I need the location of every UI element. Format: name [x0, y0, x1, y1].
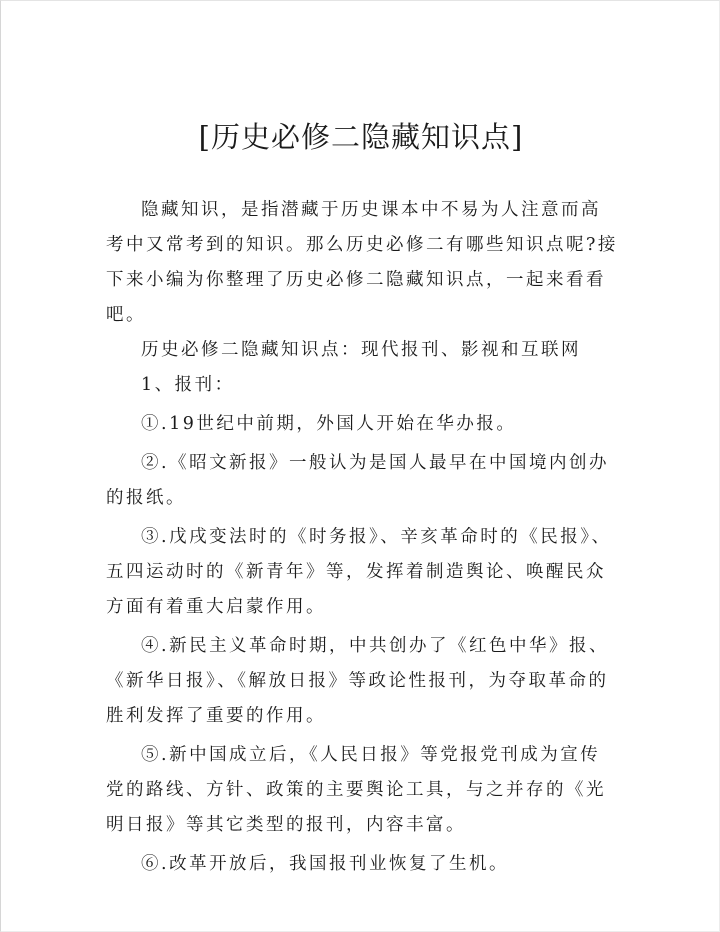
list-item: ③.戊戌变法时的《时务报》、辛亥革命时的《民报》、五四运动时的《新青年》等，发挥着制造舆论、唤醒民众方面有着重大启蒙作用。: [106, 527, 612, 617]
list-item: ⑤.新中国成立后，《人民日报》等党报党刊成为宣传党的路线、方针、政策的主要舆论工具，与之并存的《光明日报》等其它类型的报刊，内容丰富。: [106, 745, 606, 835]
intro-paragraph: 隐藏知识，是指潜藏于历史课本中不易为人注意而高考中又常考到的知识。那么历史必修二有哪些知识点呢?接下来小编为你整理了历史必修二隐藏知识点，一起来看看吧。: [106, 200, 618, 325]
list-item: ⑥.改革开放后，我国报刊业恢复了生机。: [141, 854, 510, 874]
subsection-heading: 1、报刊：: [141, 375, 235, 395]
document-title: [历史必修二隐藏知识点]: [198, 120, 524, 154]
list-item: ④.新民主义革命时期，中共创办了《红色中华》报、《新华日报》、《解放日报》等政论性报刊，为夺取革命的胜利发挥了重要的作用。: [106, 636, 610, 726]
section-heading: 历史必修二隐藏知识点：现代报刊、影视和互联网: [141, 340, 581, 360]
list-item: ②.《昭文新报》一般认为是国人最早在中国境内创办的报纸。: [106, 453, 610, 508]
document-body: [106, 193, 618, 882]
list-item: ①.19世纪中前期，外国人开始在华办报。: [141, 414, 517, 434]
